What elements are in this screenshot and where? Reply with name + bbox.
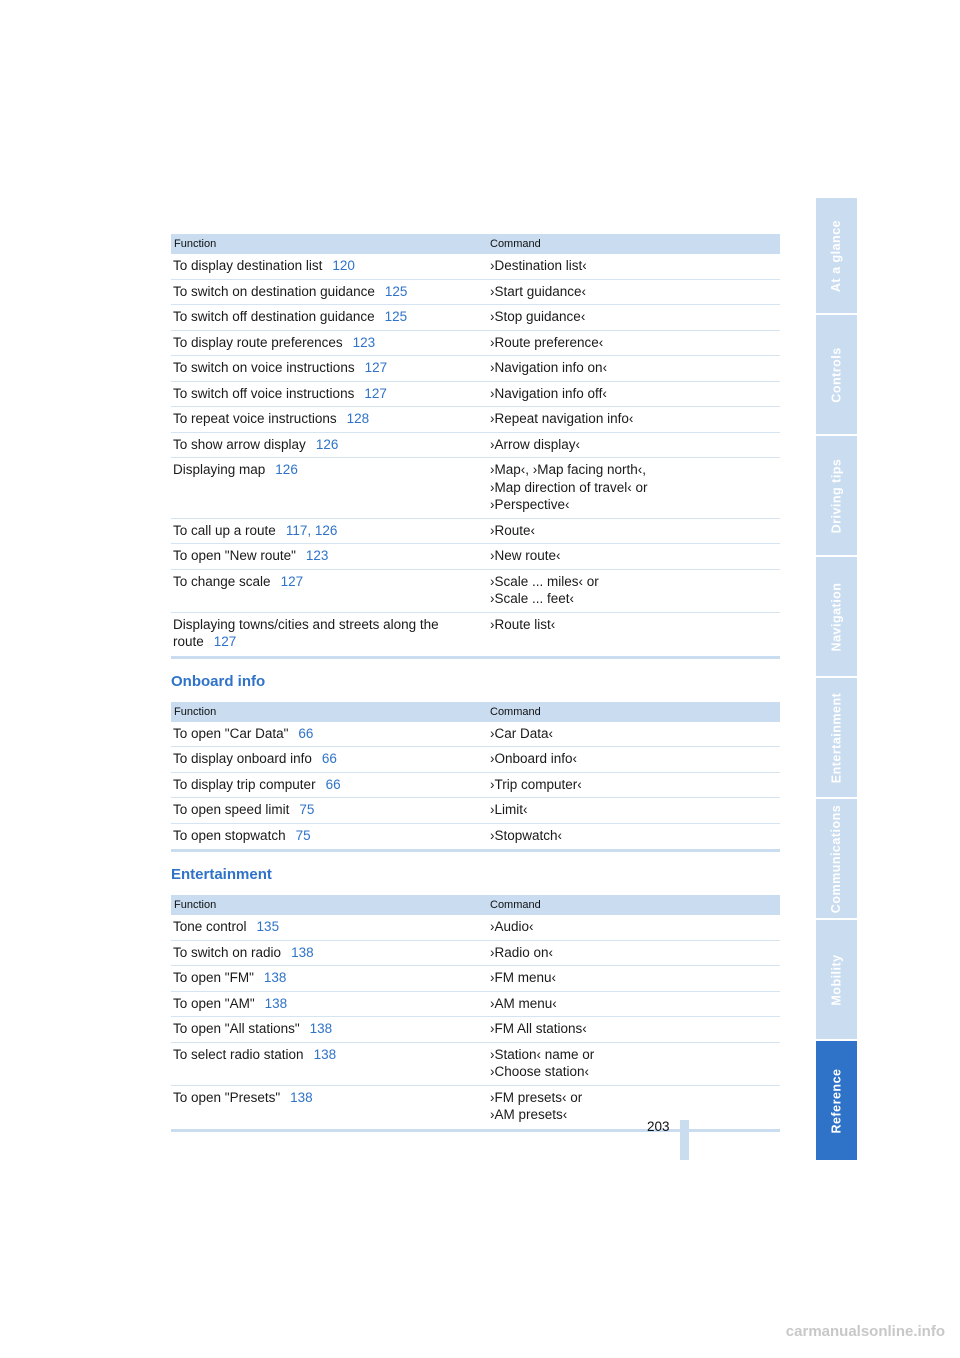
command-column-header: Command <box>487 702 780 722</box>
command-line: ›Limit‹ <box>490 802 528 817</box>
page-number-bar <box>680 1120 689 1160</box>
function-cell <box>171 381 487 407</box>
command-line: ›Car Data‹ <box>490 725 554 741</box>
table-row <box>171 356 780 382</box>
function-cell <box>171 279 487 305</box>
command-line: ›AM presets‹ <box>490 1107 568 1122</box>
command-line: ›FM menu‹ <box>490 970 557 985</box>
command-cell <box>487 966 780 992</box>
sidebar-tab-driving-tips[interactable] <box>816 436 857 555</box>
function-cell <box>171 458 487 519</box>
command-cell <box>487 569 780 612</box>
function-cell <box>171 747 487 773</box>
command-line: ›Choose station‹ <box>490 1064 590 1079</box>
command-line: ›Map direction of travel‹ or <box>490 479 648 495</box>
sidebar-tab-navigation[interactable] <box>816 557 857 676</box>
page-reference-link[interactable]: 66 <box>321 751 337 766</box>
sidebar-tab-label: Driving tips <box>829 458 844 533</box>
page-reference-link[interactable]: 127 <box>280 573 304 589</box>
table-row <box>171 612 780 657</box>
command-cell <box>487 254 780 279</box>
table-row <box>171 722 780 747</box>
function-text: To switch off voice instructions <box>173 385 355 401</box>
function-cell <box>171 966 487 992</box>
page-reference-link[interactable]: 123 <box>305 548 329 563</box>
function-text: To repeat voice instructions <box>173 411 337 426</box>
sidebar-tab-at-a-glance[interactable] <box>816 198 857 313</box>
command-line: ›Audio‹ <box>490 919 534 934</box>
table-header-row <box>171 702 780 722</box>
entertainment-heading: Entertainment <box>171 866 272 883</box>
sidebar-tab-entertainment[interactable] <box>816 678 857 797</box>
command-cell <box>487 823 780 851</box>
function-column-header: Function <box>171 895 487 915</box>
function-text: To switch on voice instructions <box>173 360 355 375</box>
onboard-info-heading: Onboard info <box>171 672 266 690</box>
command-line: ›Route preference‹ <box>490 334 604 350</box>
page-reference-link[interactable]: 126 <box>275 462 298 477</box>
function-text: To display trip computer <box>173 776 316 792</box>
table-row <box>171 458 780 519</box>
command-cell <box>487 991 780 1017</box>
function-cell <box>171 518 487 544</box>
command-line: ›FM All stations‹ <box>490 1021 587 1036</box>
command-cell <box>487 279 780 305</box>
page-reference-link[interactable]: 138 <box>313 1046 337 1062</box>
sidebar-tab-controls[interactable] <box>816 315 857 434</box>
command-cell <box>487 544 780 570</box>
page-reference-link[interactable]: 75 <box>295 827 311 843</box>
table-row <box>171 254 780 279</box>
page-reference-link[interactable]: 127 <box>364 385 387 401</box>
table-row <box>171 407 780 433</box>
command-cell <box>487 798 780 824</box>
page-reference-link[interactable]: 66 <box>298 725 314 741</box>
table-row <box>171 330 780 356</box>
function-text: To open speed limit <box>173 802 290 817</box>
command-line: ›Stopwatch‹ <box>490 827 563 843</box>
command-cell <box>487 381 780 407</box>
function-cell <box>171 432 487 458</box>
sidebar-tab-label: Mobility <box>829 953 844 1006</box>
command-line: ›Destination list‹ <box>490 258 587 273</box>
function-cell <box>171 1017 487 1043</box>
command-column-header: Command <box>487 895 780 915</box>
page-content <box>171 234 780 1132</box>
page-reference-link[interactable]: 120 <box>332 258 355 273</box>
command-cell <box>487 772 780 798</box>
function-text: Tone control <box>173 919 247 934</box>
table-row <box>171 518 780 544</box>
command-cell <box>487 356 780 382</box>
table-row <box>171 544 780 570</box>
command-line: ›Route list‹ <box>490 616 556 632</box>
command-cell <box>487 407 780 433</box>
page-reference-link[interactable]: 117, 126 <box>285 522 338 538</box>
page-reference-link[interactable]: 127 <box>364 360 388 375</box>
sidebar-tab-label: Controls <box>829 346 844 403</box>
command-line: ›Repeat navigation info‹ <box>490 411 634 426</box>
function-cell <box>171 356 487 382</box>
page-reference-link[interactable]: 75 <box>299 802 315 817</box>
function-text: To switch on destination guidance <box>173 283 375 299</box>
command-line: ›Navigation info off‹ <box>490 385 607 401</box>
page-reference-link[interactable]: 138 <box>263 970 287 985</box>
table-row <box>171 305 780 331</box>
function-text: To call up a route <box>173 522 276 538</box>
page-reference-link[interactable]: 123 <box>352 334 376 350</box>
command-line: ›Start guidance‹ <box>490 283 587 299</box>
command-line: ›New route‹ <box>490 548 561 563</box>
command-line: ›Route‹ <box>490 522 536 538</box>
command-line: ›Station‹ name or <box>490 1046 595 1062</box>
function-text: To open "All stations" <box>173 1021 300 1036</box>
table-header-row <box>171 234 780 254</box>
page-number: 203 <box>647 1119 670 1134</box>
table-row <box>171 432 780 458</box>
function-text: Displaying towns/cities and streets along the route <box>173 616 439 649</box>
command-line: ›Trip computer‹ <box>490 776 582 792</box>
sidebar-tab-label: At a glance <box>829 219 844 292</box>
table-header-row <box>171 895 780 915</box>
table-row <box>171 798 780 824</box>
function-text: To open "Presets" <box>173 1089 281 1105</box>
table-row <box>171 1017 780 1043</box>
function-text: To display onboard info <box>173 751 312 766</box>
function-text: To open "New route" <box>173 548 296 563</box>
page-reference-link[interactable]: 128 <box>346 411 370 426</box>
function-cell <box>171 798 487 824</box>
function-cell <box>171 991 487 1017</box>
command-cell <box>487 518 780 544</box>
command-line: ›Scale ... miles‹ or <box>490 573 599 589</box>
table-row <box>171 279 780 305</box>
navigation-commands-table <box>171 234 780 659</box>
page-reference-link[interactable]: 125 <box>384 283 408 299</box>
function-cell <box>171 940 487 966</box>
function-text: To open "Car Data" <box>173 725 289 741</box>
function-cell <box>171 305 487 331</box>
table-row <box>171 823 780 851</box>
table-row <box>171 747 780 773</box>
command-cell <box>487 1085 780 1130</box>
watermark: carmanualsonline.info <box>785 1323 945 1340</box>
function-cell <box>171 915 487 940</box>
page-reference-link[interactable]: 138 <box>290 1089 313 1105</box>
page-reference-link[interactable]: 66 <box>325 776 341 792</box>
entertainment-commands-table <box>171 895 780 1132</box>
command-cell <box>487 432 780 458</box>
table-row <box>171 940 780 966</box>
function-text: To open "FM" <box>173 970 254 985</box>
function-column-header: Function <box>171 234 487 254</box>
function-text: To display route preferences <box>173 334 343 350</box>
page-reference-link[interactable]: 126 <box>315 436 339 452</box>
onboard-commands-table <box>171 702 780 853</box>
function-text: To display destination list <box>173 258 323 273</box>
command-cell <box>487 612 780 657</box>
sidebar-tab-label: Communications <box>829 804 844 913</box>
command-cell <box>487 1042 780 1085</box>
function-cell <box>171 254 487 279</box>
page-reference-link[interactable]: 138 <box>291 944 314 960</box>
command-cell <box>487 458 780 519</box>
function-text: To select radio station <box>173 1046 304 1062</box>
table-row <box>171 1042 780 1085</box>
command-line: ›FM presets‹ or <box>490 1089 583 1105</box>
command-cell <box>487 747 780 773</box>
table-row <box>171 569 780 612</box>
function-cell <box>171 1042 487 1085</box>
sidebar-tab-mobility[interactable] <box>816 920 857 1039</box>
command-line: ›Stop guidance‹ <box>490 309 586 324</box>
command-cell <box>487 940 780 966</box>
command-cell <box>487 722 780 747</box>
table-row <box>171 991 780 1017</box>
page-reference-link[interactable]: 138 <box>264 995 288 1011</box>
page-reference-link[interactable]: 138 <box>309 1021 333 1036</box>
page-reference-link[interactable]: 127 <box>213 634 237 649</box>
function-cell <box>171 823 487 851</box>
table-row <box>171 772 780 798</box>
function-cell <box>171 612 487 657</box>
function-cell <box>171 330 487 356</box>
chapter-sidebar <box>816 198 857 1162</box>
table-row <box>171 381 780 407</box>
function-column-header: Function <box>171 702 487 722</box>
command-column-header: Command <box>487 234 780 254</box>
function-text: To open "AM" <box>173 995 255 1011</box>
function-cell <box>171 1085 487 1130</box>
function-text: Displaying map <box>173 462 266 477</box>
page-reference-link[interactable]: 125 <box>384 309 408 324</box>
function-text: To switch off destination guidance <box>173 309 375 324</box>
command-cell <box>487 305 780 331</box>
function-cell <box>171 772 487 798</box>
command-line: ›AM menu‹ <box>490 995 557 1011</box>
sidebar-tab-label: Navigation <box>829 582 844 651</box>
command-line: ›Arrow display‹ <box>490 436 581 452</box>
command-cell <box>487 915 780 940</box>
sidebar-tab-label: Entertainment <box>829 692 844 783</box>
table-row <box>171 915 780 940</box>
command-line: ›Navigation info on‹ <box>490 360 608 375</box>
function-cell <box>171 407 487 433</box>
command-cell <box>487 330 780 356</box>
sidebar-tab-reference[interactable] <box>816 1041 857 1160</box>
page-reference-link[interactable]: 135 <box>256 919 280 934</box>
function-text: To show arrow display <box>173 436 306 452</box>
sidebar-tab-communications[interactable] <box>816 799 857 918</box>
function-text: To switch on radio <box>173 944 282 960</box>
function-cell <box>171 722 487 747</box>
table-row <box>171 966 780 992</box>
command-line: ›Scale ... feet‹ <box>490 591 575 606</box>
command-line: ›Radio on‹ <box>490 944 554 960</box>
command-cell <box>487 1017 780 1043</box>
function-cell <box>171 544 487 570</box>
function-cell <box>171 569 487 612</box>
function-text: To open stopwatch <box>173 827 286 843</box>
command-line: ›Onboard info‹ <box>490 751 578 766</box>
command-line: ›Map‹, ›Map facing north‹, <box>490 462 647 477</box>
command-line: ›Perspective‹ <box>490 497 570 512</box>
function-text: To change scale <box>173 573 271 589</box>
sidebar-tab-label: Reference <box>829 1068 844 1133</box>
